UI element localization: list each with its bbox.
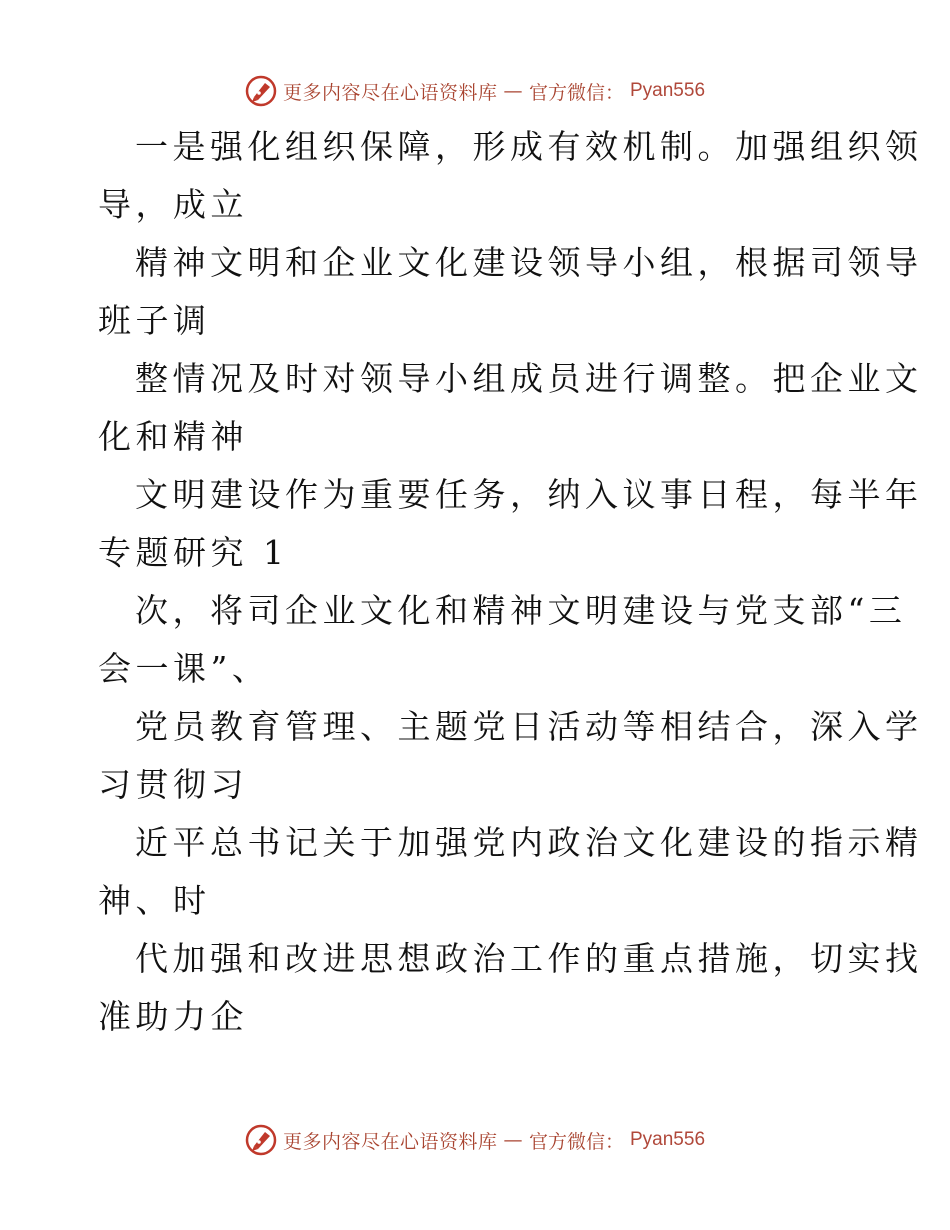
paragraph-line: 专题研究 1 <box>98 533 289 572</box>
paragraph-line: 习贯彻习 <box>98 765 248 804</box>
paragraph-line: 神、时 <box>98 881 211 920</box>
banner-wechat-label: 官方微信： <box>528 81 624 104</box>
paragraph-line: 文明建设作为重要任务，纳入议事日程，每半年 <box>135 475 923 514</box>
paragraph-line: 次，将司企业文化和精神文明建设与党支部“三 <box>135 591 907 630</box>
paragraph-line: 党员教育管理、主题党日活动等相结合，深入学 <box>135 707 923 746</box>
banner-wechat-id: Pyan556 <box>630 1129 706 1150</box>
paragraph-line: 整情况及时对领导小组成员进行调整。把企业文 <box>135 359 923 398</box>
paragraph-line: 一是强化组织保障，形成有效机制。加强组织领 <box>135 127 923 166</box>
paragraph-line: 准助力企 <box>98 997 248 1036</box>
banner-wechat-id: Pyan556 <box>630 80 706 101</box>
paragraph-line: 导，成立 <box>98 185 248 224</box>
pen-nib-logo-icon <box>245 1124 277 1156</box>
header-banner <box>0 71 950 111</box>
banner-dash: — <box>503 80 523 102</box>
footer-banner <box>0 1120 950 1160</box>
paragraph-line: 精神文明和企业文化建设领导小组，根据司领导 <box>135 243 923 282</box>
paragraph-line: 化和精神 <box>98 417 248 456</box>
paragraph-line: 班子调 <box>98 301 211 340</box>
paragraph-line: 近平总书记关于加强党内政治文化建设的指示精 <box>135 823 923 862</box>
paragraph-line: 会一课”、 <box>98 649 270 688</box>
banner-dash: — <box>503 1129 523 1151</box>
paragraph-line: 代加强和改进思想政治工作的重点措施，切实找 <box>135 939 923 978</box>
banner-site-text: 更多内容尽在心语资料库 <box>282 81 498 104</box>
banner-wechat-label: 官方微信： <box>528 1130 624 1153</box>
pen-nib-logo-icon <box>245 75 277 107</box>
document-body <box>98 118 923 1046</box>
banner-site-text: 更多内容尽在心语资料库 <box>282 1130 498 1153</box>
